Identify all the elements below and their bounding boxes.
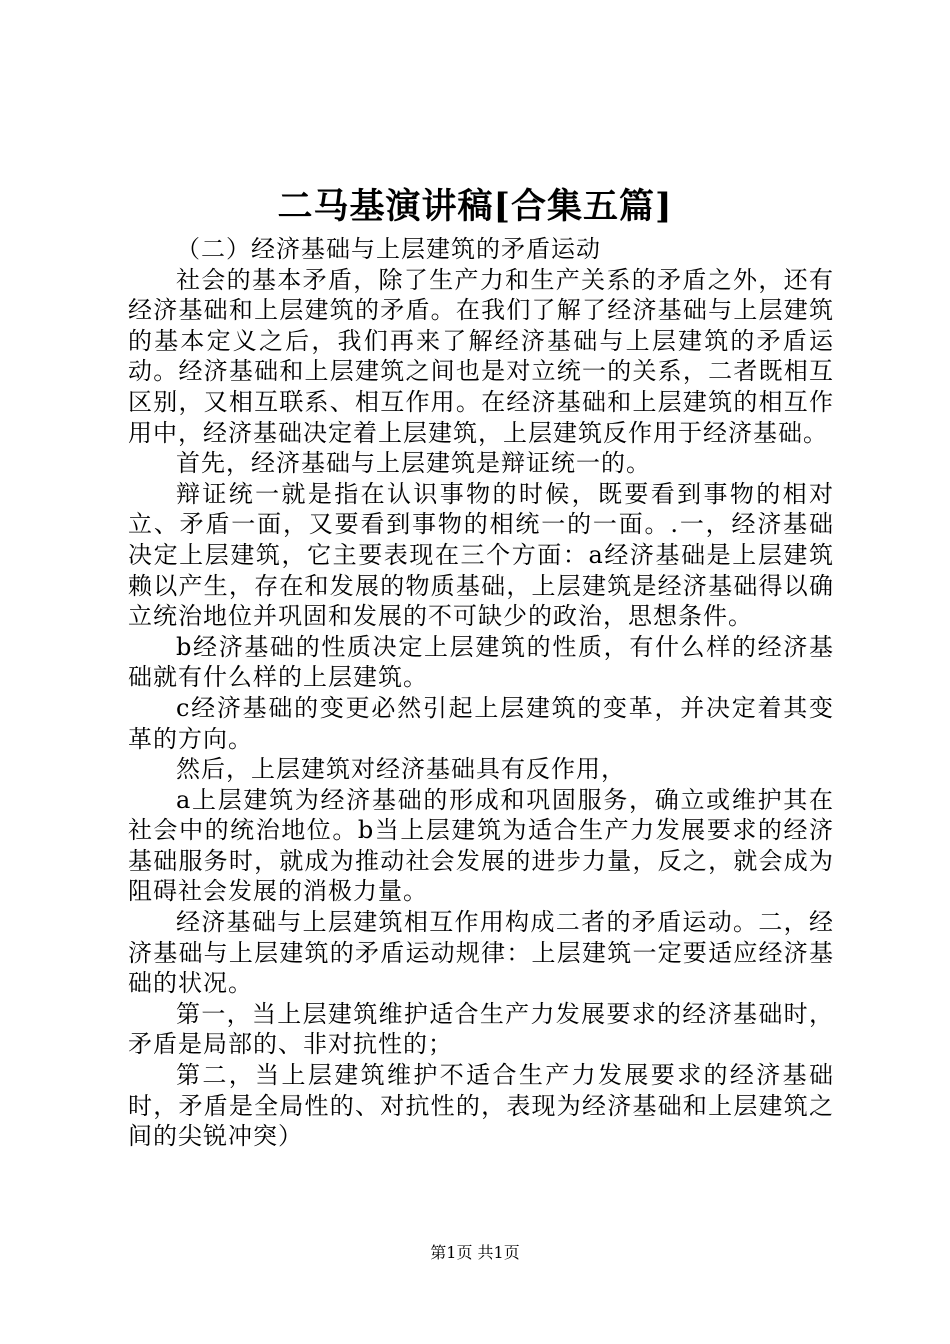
document-title: 二马基演讲稿[合集五篇] <box>277 186 673 227</box>
paragraph: 经济基础与上层建筑相互作用构成二者的矛盾运动。二，经济基础与上层建筑的矛盾运动规律：上层建筑一定要适应经济基础的状况。 <box>128 908 834 998</box>
paragraph: 首先，经济基础与上层建筑是辩证统一的。 <box>176 449 651 478</box>
paragraph: （二）经济基础与上层建筑的矛盾运动 <box>176 235 601 263</box>
paragraph: b经济基础的性质决定上层建筑的性质，有什么样的经济基础就有什么样的上层建筑。 <box>128 632 834 692</box>
paragraph: 辩证统一就是指在认识事物的时候，既要看到事物的相对立、矛盾一面，又要看到事物的相统一的一面。.一，经济基础决定上层建筑，它主要表现在三个方面：a经济基础是上层建筑赖以产生，存在和发展的物质基础，上层建筑是经济基础得以确立统治地位并巩固和发展的不可缺少的政治，思想条件。 <box>128 479 834 631</box>
paragraph: a上层建筑为经济基础的形成和巩固服务，确立或维护其在社会中的统治地位。b当上层建筑为适合生产力发展要求的经济基础服务时，就成为推动社会发展的进步力量，反之，就会成为阻碍社会发展的消极力量。 <box>128 785 834 906</box>
paragraph: 社会的基本矛盾，除了生产力和生产关系的矛盾之外，还有经济基础和上层建筑的矛盾。在我们了解了经济基础与上层建筑的基本定义之后，我们再来了解经济基础与上层建筑的矛盾运动。经济基础和上层建筑之间也是对立统一的关系，二者既相互区别，又相互联系、相互作用。在经济基础和上层建筑的相互作用中，经济基础决定着上层建筑，上层建筑反作用于经济基础。 <box>128 265 834 447</box>
paragraph: 然后，上层建筑对经济基础具有反作用， <box>176 755 626 784</box>
paragraph: 第二，当上层建筑维护不适合生产力发展要求的经济基础时，矛盾是全局性的、对抗性的，表现为经济基础和上层建筑之间的尖锐冲突） <box>128 1061 834 1151</box>
document-body <box>128 234 834 1152</box>
paragraph: 第一，当上层建筑维护适合生产力发展要求的经济基础时，矛盾是局部的、非对抗性的； <box>128 999 834 1059</box>
page-footer: 第1页 共1页 <box>430 1243 520 1262</box>
paragraph: c经济基础的变更必然引起上层建筑的变革，并决定着其变革的方向。 <box>128 693 834 753</box>
